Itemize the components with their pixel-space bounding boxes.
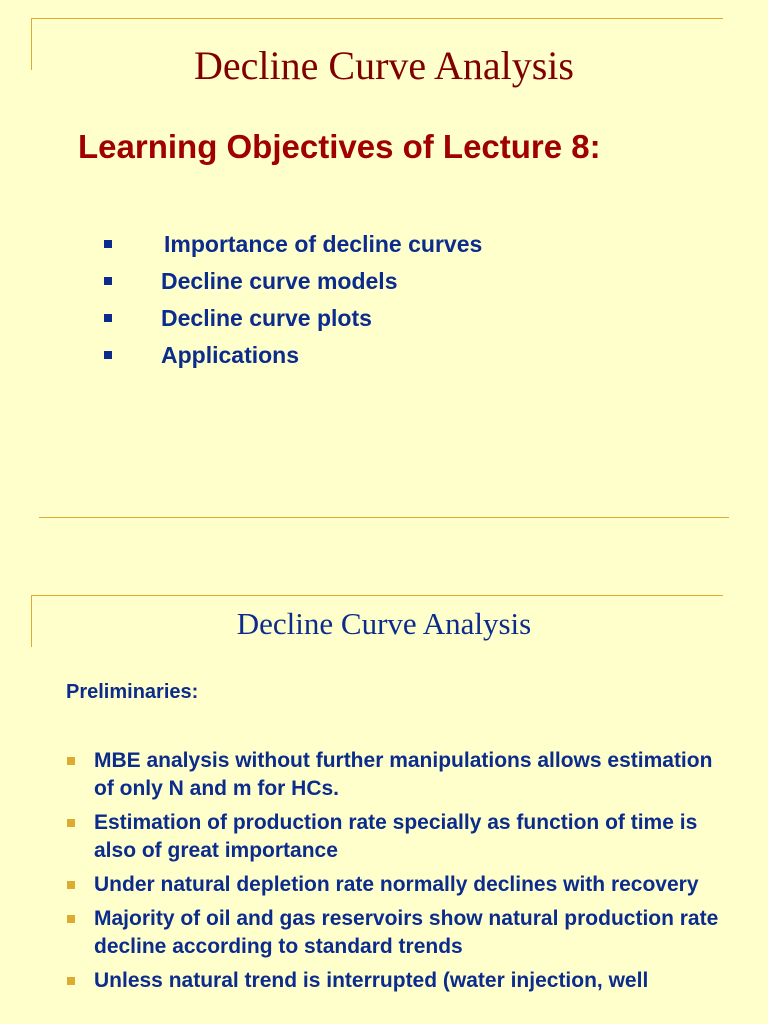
list-item <box>0 967 768 995</box>
bullet-square-icon <box>67 819 75 827</box>
list-item-text: Under natural depletion rate normally declines with recovery <box>94 873 699 896</box>
list-item <box>0 905 768 961</box>
top-rule <box>31 595 723 596</box>
list-item <box>0 263 768 300</box>
bullet-square-icon <box>104 314 112 322</box>
bottom-rule <box>39 517 729 518</box>
slide-2 <box>0 590 768 1024</box>
list-item <box>0 226 768 263</box>
bullet-square-icon <box>104 277 112 285</box>
list-item-text: MBE analysis without further manipulations allows estimation of only N and m for HCs. <box>94 749 713 800</box>
bullet-square-icon <box>67 977 75 985</box>
bullet-square-icon <box>67 881 75 889</box>
list-item-text: Importance of decline curves <box>164 231 483 257</box>
bullet-square-icon <box>104 240 112 248</box>
list-item <box>0 337 768 374</box>
bullet-square-icon <box>67 915 75 923</box>
list-item <box>0 809 768 865</box>
preliminaries-list <box>0 747 768 1001</box>
bullet-square-icon <box>104 351 112 359</box>
list-item-text: Decline curve models <box>161 268 398 294</box>
section-heading: Preliminaries: <box>66 681 199 703</box>
slide-title: Decline Curve Analysis <box>194 43 574 88</box>
bullet-square-icon <box>67 757 75 765</box>
list-item-text: Majority of oil and gas reservoirs show natural production rate decline according to standard trends <box>94 907 719 958</box>
list-item-text: Estimation of production rate specially as function of time is also of great importance <box>94 811 698 862</box>
top-rule <box>31 18 723 19</box>
list-item <box>0 747 768 803</box>
list-item <box>0 871 768 899</box>
slide-title: Decline Curve Analysis <box>236 606 532 641</box>
list-item <box>0 300 768 337</box>
slide-subtitle: Learning Objectives of Lecture 8: <box>78 128 601 165</box>
list-item-text: Decline curve plots <box>161 305 372 331</box>
list-item-text: Applications <box>161 342 300 368</box>
list-item-text: Unless natural trend is interrupted (water injection, well <box>94 969 649 992</box>
objectives-list <box>0 226 768 374</box>
